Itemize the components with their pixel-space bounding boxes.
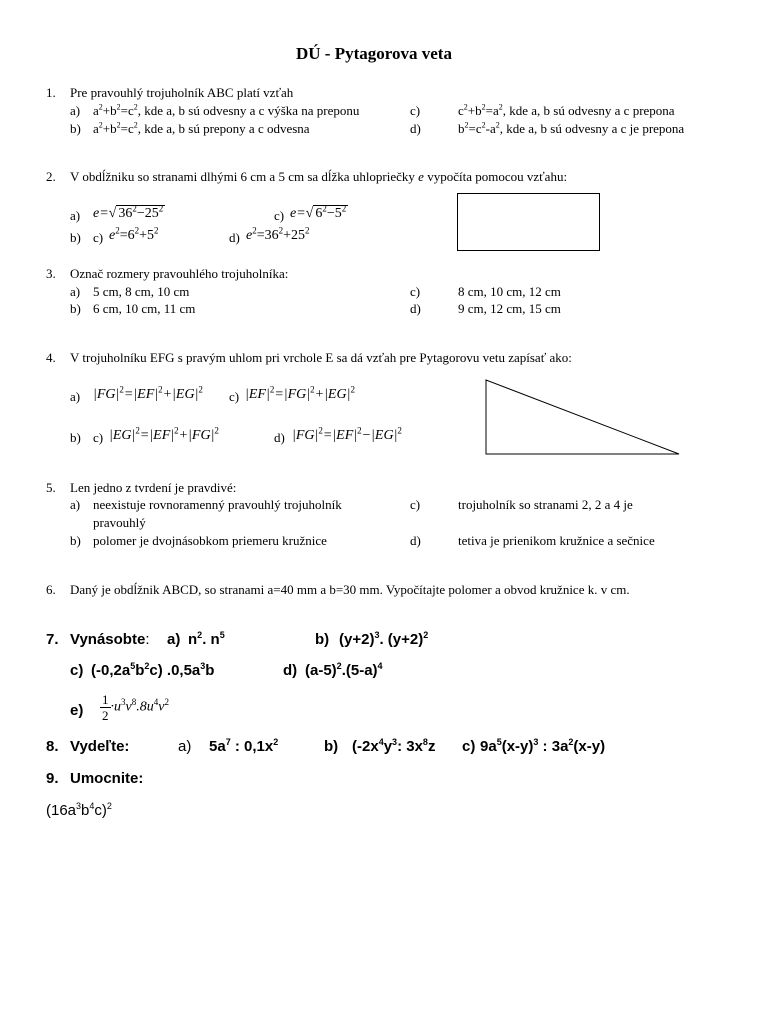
option-e-formula: $\frac{1}{2}$ $\cdot u^3v^8.8u^4v^2$ bbox=[102, 692, 169, 723]
option-label: a) bbox=[70, 208, 81, 223]
option-d: 9 cm, 12 cm, 15 cm bbox=[458, 301, 561, 316]
option-label: e) bbox=[70, 702, 84, 719]
option-label: c) bbox=[410, 103, 421, 118]
option-d: $b^2=c^2-a^2$, kde a, b sú odvesny a c je prepona bbox=[458, 120, 685, 136]
question-number: 5. bbox=[46, 480, 56, 495]
option-a: neexistuje rovnoramenný pravouhlý trojuholník bbox=[93, 497, 342, 512]
question-number: 7. bbox=[46, 631, 59, 648]
question-number: 3. bbox=[46, 266, 56, 281]
option-d-formula: $e^2=36^2+25^2$ bbox=[246, 225, 310, 243]
option-b: $(y+2)^3$. $(y+2)^2$ bbox=[339, 630, 429, 648]
triangle-figure bbox=[484, 378, 684, 458]
question-number: 8. bbox=[46, 738, 59, 755]
question-heading: Vynásobte: bbox=[70, 631, 150, 648]
option-label: c) bbox=[274, 208, 285, 223]
question-number: 9. bbox=[46, 770, 59, 787]
option-b: polomer je dvojnásobkom priemeru kružnice bbox=[93, 533, 327, 548]
option-label: b) bbox=[70, 301, 81, 316]
question-text: V obdĺžniku so stranami dlhými 6 cm a 5 cm sa dĺžka uhlopriečky e vypočíta pomocou vzťahu: bbox=[70, 169, 568, 184]
option-a: $a^2+b^2=c^2$, kde a, b sú odvesny a c výška na preponu bbox=[93, 102, 360, 118]
option-sublabel: c) bbox=[93, 430, 104, 445]
question-text: Pre pravouhlý trojuholník ABC platí vzťah bbox=[70, 85, 294, 100]
option-c: 8 cm, 10 cm, 12 cm bbox=[458, 284, 561, 299]
option-a-formula: e=√ $36^2-25^2$ bbox=[93, 203, 164, 221]
option-b: $a^2+b^2=c^2$, kde a, b sú prepony a c odvesna bbox=[93, 120, 310, 136]
option-a-continued: pravouhlý bbox=[93, 515, 146, 530]
option-label: b) bbox=[70, 121, 81, 136]
option-c: $9a^5(x-y)^3$ : $3a^2(x-y)$ bbox=[480, 737, 606, 755]
question-number: 4. bbox=[46, 350, 56, 365]
option-a: 5 cm, 8 cm, 10 cm bbox=[93, 284, 190, 299]
page-title: DÚ - Pytagorova veta bbox=[296, 44, 452, 63]
question-number: 6. bbox=[46, 582, 56, 597]
option-c: trojuholník so stranami 2, 2 a 4 je bbox=[458, 497, 633, 512]
option-label: a) bbox=[178, 738, 192, 755]
option-label: b) bbox=[324, 738, 339, 755]
option-b: ($-2x^4y^3$: $3x^8z$ bbox=[352, 737, 436, 755]
option-b-formula: $e^2=6^2+5^2$ bbox=[109, 225, 159, 243]
option-label: c) bbox=[410, 284, 421, 299]
option-label: c) bbox=[462, 738, 476, 755]
question-heading: Vydeľte: bbox=[70, 738, 130, 755]
option-a: $n^2$. $n^5$ bbox=[188, 630, 225, 648]
option-label: b) bbox=[315, 631, 330, 648]
option-label: d) bbox=[410, 301, 421, 316]
option-label: d) bbox=[410, 533, 421, 548]
option-d: $(a-5)^2.(5-a)^4$ bbox=[305, 661, 383, 679]
option-label: c) bbox=[410, 497, 421, 512]
question-text: Daný je obdĺžnik ABCD, so stranami a=40 mm a b=30 mm. Vypočítajte polomer a obvod kružnice k. v cm. bbox=[70, 582, 630, 597]
question-text: Len jedno z tvrdení je pravdivé: bbox=[70, 480, 237, 495]
option-d: tetiva je prienikom kružnice a sečnice bbox=[458, 533, 655, 548]
option-label: b) bbox=[70, 533, 81, 548]
option-sublabel: c) bbox=[93, 230, 104, 245]
option-b-formula: $|EG|^2=|EF|^2+|FG|^2$ bbox=[109, 425, 219, 443]
rectangle-figure bbox=[457, 193, 600, 251]
option-label: d) bbox=[229, 230, 240, 245]
option-label: c) bbox=[70, 662, 84, 679]
option-c: $(-0,2a^5b^2c)$ $.0,5a^3b$ bbox=[91, 661, 215, 679]
option-d-formula: $|FG|^2=|EF|^2-|EG|^2$ bbox=[292, 425, 402, 443]
option-a: $5a^7$ : $0,1x^2$ bbox=[209, 737, 279, 755]
option-b: 6 cm, 10 cm, 11 cm bbox=[93, 301, 196, 316]
option-label: c) bbox=[229, 389, 240, 404]
question-text: V trojuholníku EFG s pravým uhlom pri vrchole E sa dá vzťah pre Pytagorovu vetu zapísať ako: bbox=[70, 350, 572, 365]
option-label: d) bbox=[283, 662, 298, 679]
option-label: a) bbox=[70, 497, 81, 512]
question-heading: Umocnite: bbox=[70, 770, 144, 787]
question-text: Označ rozmery pravouhlého trojuholníka: bbox=[70, 266, 289, 281]
option-c-formula: e=√ $6^2-5^2$ bbox=[290, 203, 347, 221]
task-expression: $(16a^3b^4c)^2$ bbox=[46, 801, 112, 819]
option-label: a) bbox=[167, 631, 181, 648]
option-label: b) bbox=[70, 230, 81, 245]
option-c-formula: $|EF|^2=|FG|^2+|EG|^2$ bbox=[245, 384, 355, 402]
option-label: a) bbox=[70, 103, 81, 118]
option-a-formula: $|FG|^2=|EF|^2+|EG|^2$ bbox=[93, 384, 203, 402]
question-number: 1. bbox=[46, 85, 56, 100]
option-label: d) bbox=[274, 430, 285, 445]
option-label: d) bbox=[410, 121, 421, 136]
option-label: a) bbox=[70, 284, 81, 299]
option-label: b) bbox=[70, 430, 81, 445]
option-label: a) bbox=[70, 389, 81, 404]
question-number: 2. bbox=[46, 169, 56, 184]
option-c: $c^2+b^2=a^2$, kde a, b sú odvesny a c prepona bbox=[458, 102, 675, 118]
